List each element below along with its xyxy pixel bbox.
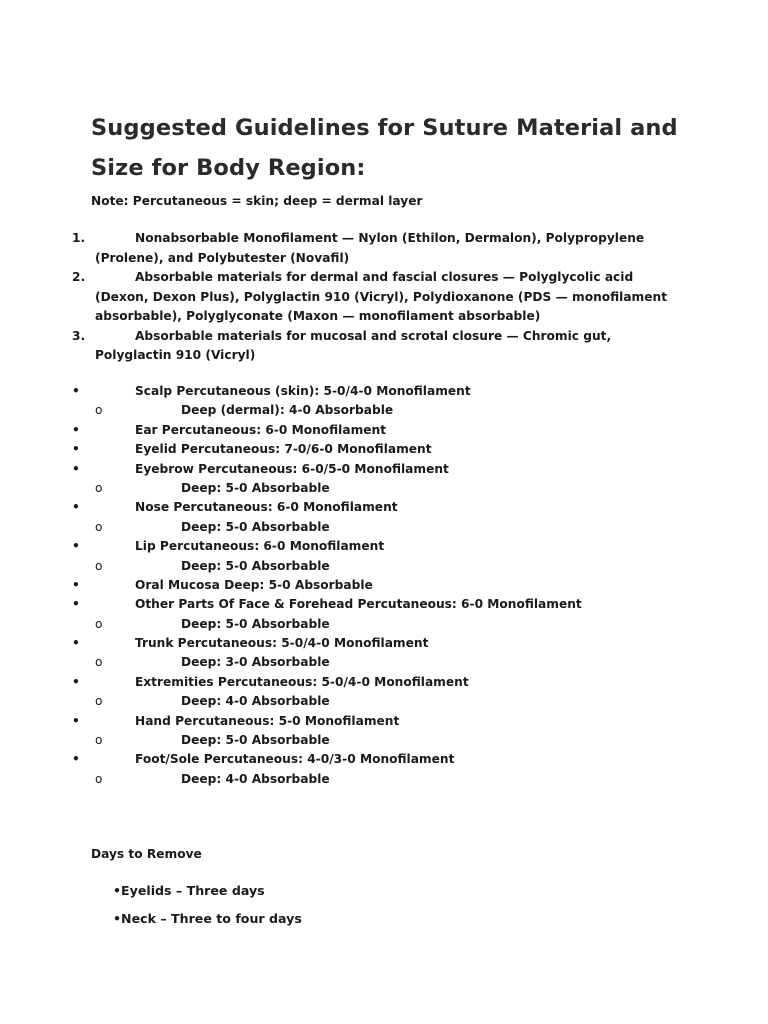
sub-bullet-icon: o <box>95 558 103 573</box>
page-title <box>91 108 711 188</box>
sub-bullet-icon: o <box>95 694 103 709</box>
region-text: Deep: 5-0 Absorbable <box>181 558 330 573</box>
bullet-icon: • <box>72 636 80 651</box>
body-region-list <box>72 382 712 789</box>
sub-bullet-icon: o <box>95 733 103 748</box>
region-text: Oral Mucosa Deep: 5-0 Absorbable <box>135 577 373 592</box>
region-item <box>72 634 712 653</box>
bullet-icon: • <box>72 713 80 728</box>
region-item <box>72 421 712 440</box>
suture-material-list <box>72 229 672 366</box>
region-subitem <box>72 653 712 672</box>
region-text: Ear Percutaneous: 6-0 Monofilament <box>135 422 387 437</box>
region-subitem <box>72 770 712 789</box>
note-text: Note: Percutaneous = skin; deep = dermal layer <box>91 194 423 208</box>
sub-bullet-icon: o <box>95 403 103 418</box>
list-number: 3. <box>72 328 86 343</box>
region-text: Extremities Percutaneous: 5-0/4-0 Monofilament <box>135 674 469 689</box>
bullet-icon: • <box>72 500 80 515</box>
bullet-icon: • <box>72 442 80 457</box>
region-text: Foot/Sole Percutaneous: 4-0/3-0 Monofilament <box>135 752 455 767</box>
region-text: Deep: 5-0 Absorbable <box>181 519 330 534</box>
numbered-list-item <box>72 268 672 327</box>
region-text: Deep: 4-0 Absorbable <box>181 771 330 786</box>
bullet-icon: • <box>72 674 80 689</box>
region-item <box>72 673 712 692</box>
list-number: 2. <box>72 270 86 284</box>
region-text: Deep: 5-0 Absorbable <box>181 733 330 748</box>
days-item-neck: •Neck – Three to four days <box>113 911 302 926</box>
sub-bullet-icon: o <box>95 655 103 670</box>
bullet-icon: • <box>72 461 80 476</box>
bullet-icon: • <box>72 539 80 554</box>
bullet-icon: • <box>72 752 80 767</box>
region-subitem <box>72 518 712 537</box>
region-text: Deep: 4-0 Absorbable <box>181 694 330 709</box>
days-to-remove-heading: Days to Remove <box>91 847 202 861</box>
region-text: Nose Percutaneous: 6-0 Monofilament <box>135 500 398 515</box>
region-text: Eyebrow Percutaneous: 6-0/5-0 Monofilament <box>135 461 449 476</box>
list-number: 1. <box>72 231 86 245</box>
days-item-eyelids: •Eyelids – Three days <box>113 883 265 898</box>
region-item <box>72 460 712 479</box>
region-text: Other Parts Of Face & Forehead Percutaneous: 6-0 Monofilament <box>135 597 582 612</box>
region-item <box>72 576 712 595</box>
sub-bullet-icon: o <box>95 519 103 534</box>
title-line-2: Size for Body Region: <box>91 155 366 181</box>
region-subitem <box>72 615 712 634</box>
region-text: Deep: 3-0 Absorbable <box>181 655 330 670</box>
list-item-text: Nonabsorbable Monofilament — Nylon (Ethilon, Dermalon), Polypropylene (Prolene), and Polybutester (Novafil) <box>95 231 645 265</box>
region-subitem <box>72 479 712 498</box>
region-item <box>72 712 712 731</box>
bullet-icon: • <box>72 577 80 592</box>
region-text: Deep: 5-0 Absorbable <box>181 616 330 631</box>
bullet-icon: • <box>72 384 80 398</box>
sub-bullet-icon: o <box>95 616 103 631</box>
region-item <box>72 537 712 556</box>
region-text: Hand Percutaneous: 5-0 Monofilament <box>135 713 400 728</box>
list-item-text: Absorbable materials for dermal and fascial closures — Polyglycolic acid (Dexon, Dexon Plus), Polyglactin 910 (Vicryl), Polydioxanone (PDS — monofilament absorbable), Polyglyconate (Maxon — monofilament absorbable) <box>95 270 668 323</box>
numbered-list-item <box>72 327 672 366</box>
region-text: Scalp Percutaneous (skin): 5-0/4-0 Monofilament <box>135 384 471 398</box>
region-subitem <box>72 692 712 711</box>
region-text: Deep (dermal): 4-0 Absorbable <box>181 403 394 418</box>
bullet-icon: • <box>72 422 80 437</box>
bullet-icon: • <box>72 597 80 612</box>
sub-bullet-icon: o <box>95 771 103 786</box>
region-item <box>72 382 712 401</box>
region-item <box>72 750 712 769</box>
numbered-list-item <box>72 229 672 268</box>
region-item <box>72 498 712 517</box>
region-text: Trunk Percutaneous: 5-0/4-0 Monofilament <box>135 636 429 651</box>
region-item <box>72 440 712 459</box>
sub-bullet-icon: o <box>95 480 103 495</box>
region-subitem <box>72 401 712 420</box>
title-line-1: Suggested Guidelines for Suture Material and <box>91 115 678 141</box>
region-subitem <box>72 731 712 750</box>
region-text: Lip Percutaneous: 6-0 Monofilament <box>135 539 385 554</box>
list-item-text: Absorbable materials for mucosal and scrotal closure — Chromic gut, Polyglactin 910 (Vicryl) <box>95 328 612 362</box>
region-item <box>72 595 712 614</box>
region-text: Deep: 5-0 Absorbable <box>181 480 330 495</box>
region-subitem <box>72 557 712 576</box>
region-text: Eyelid Percutaneous: 7-0/6-0 Monofilament <box>135 442 432 457</box>
